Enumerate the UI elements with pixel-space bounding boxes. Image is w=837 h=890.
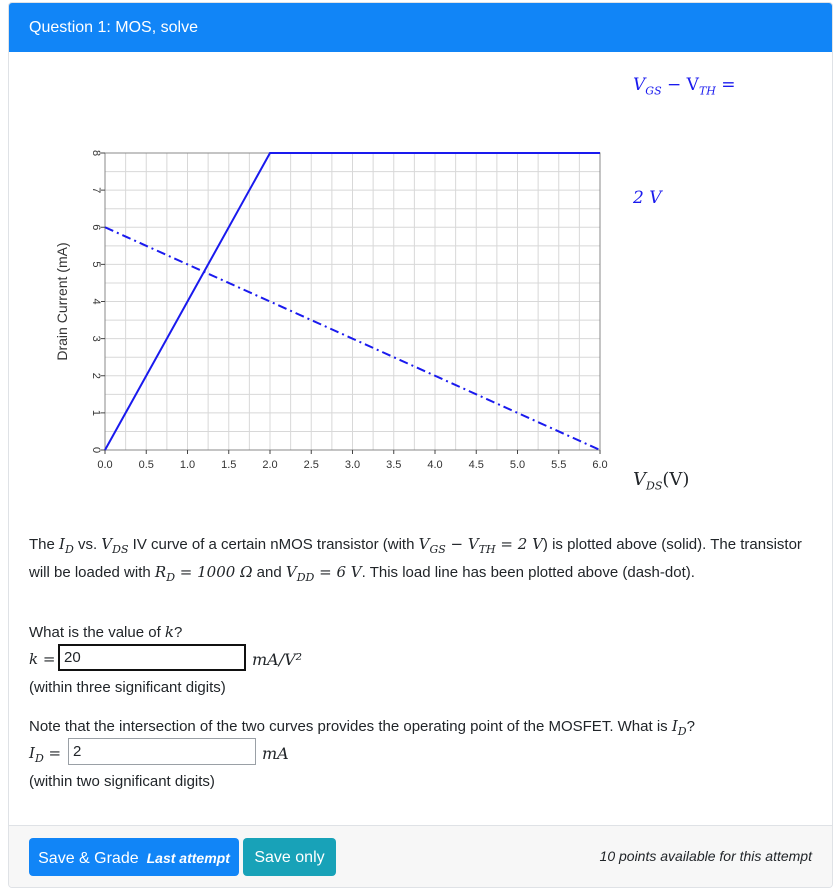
q2-prompt: Note that the intersection of the two curves provides the operating point of the MOSFET. What is $I_D$?: [29, 717, 695, 738]
x-tick-label: 4.0: [427, 459, 443, 471]
y-tick-label: 6: [90, 224, 103, 231]
y-tick-label: 8: [90, 149, 103, 157]
q1-unit: mA/V²: [252, 650, 303, 669]
q1-label: k =: [29, 650, 56, 668]
q2-unit: mA: [262, 744, 289, 763]
x-tick-label: 0.5: [138, 459, 154, 471]
save-grade-button[interactable]: Save & Grade Last attempt: [29, 838, 239, 876]
vds-axis-label: $V_{DS}(V)$: [633, 469, 690, 493]
x-tick-label: 0.0: [97, 459, 113, 471]
q2-hint: (within two significant digits): [29, 773, 215, 790]
q2-label: $I_D$ =: [29, 744, 62, 765]
x-tick-label: 3.0: [344, 459, 361, 471]
x-tick-label: 2.0: [262, 459, 278, 471]
y-tick-labels: [90, 150, 105, 453]
question-title: Question 1: MOS, solve: [9, 3, 832, 52]
id-input[interactable]: [68, 738, 256, 765]
x-tick-labels: [97, 450, 607, 471]
x-tick-label: 3.5: [386, 459, 402, 471]
q1-prompt: What is the value of k?: [29, 623, 183, 641]
x-tick-label: 5.5: [551, 459, 567, 471]
x-tick-label: 6.0: [592, 459, 608, 471]
save-only-button[interactable]: Save only: [243, 838, 336, 876]
problem-statement: The $I_D$ vs. $V_{DS}$ IV curve of a certain nMOS transistor (with $V_{GS} - V_{TH} = 2$ V) is plotted above (solid). The transistor will be loaded with $R_D = 1000$ Ω and $V_{DD} = 6$ V. This load line has been plotted above (dash-dot).: [29, 535, 802, 584]
y-tick-label: 7: [90, 187, 103, 194]
chart-grid: [105, 153, 600, 450]
k-input[interactable]: [58, 644, 246, 671]
y-axis-label: Drain Current (mA): [54, 242, 70, 361]
y-tick-label: 3: [90, 335, 103, 342]
card-footer: [9, 825, 832, 887]
question-card: [8, 2, 833, 888]
q1-hint: (within three significant digits): [29, 679, 226, 696]
y-tick-label: 2: [90, 372, 103, 379]
vgs-vth-value: 2 V: [633, 188, 662, 208]
y-tick-label: 4: [90, 298, 103, 305]
y-tick-label: 0: [90, 446, 103, 454]
x-tick-label: 2.5: [303, 459, 319, 471]
vgs-vth-annotation: $V_{GS} - V_{TH}$ =: [633, 75, 736, 98]
x-tick-label: 4.5: [468, 459, 484, 471]
x-tick-label: 1.5: [221, 459, 237, 471]
points-available: 10 points available for this attempt: [599, 848, 812, 864]
y-tick-label: 5: [90, 261, 103, 268]
x-tick-label: 1.0: [179, 459, 196, 471]
y-tick-label: 1: [90, 409, 103, 416]
x-tick-label: 5.0: [509, 459, 526, 471]
